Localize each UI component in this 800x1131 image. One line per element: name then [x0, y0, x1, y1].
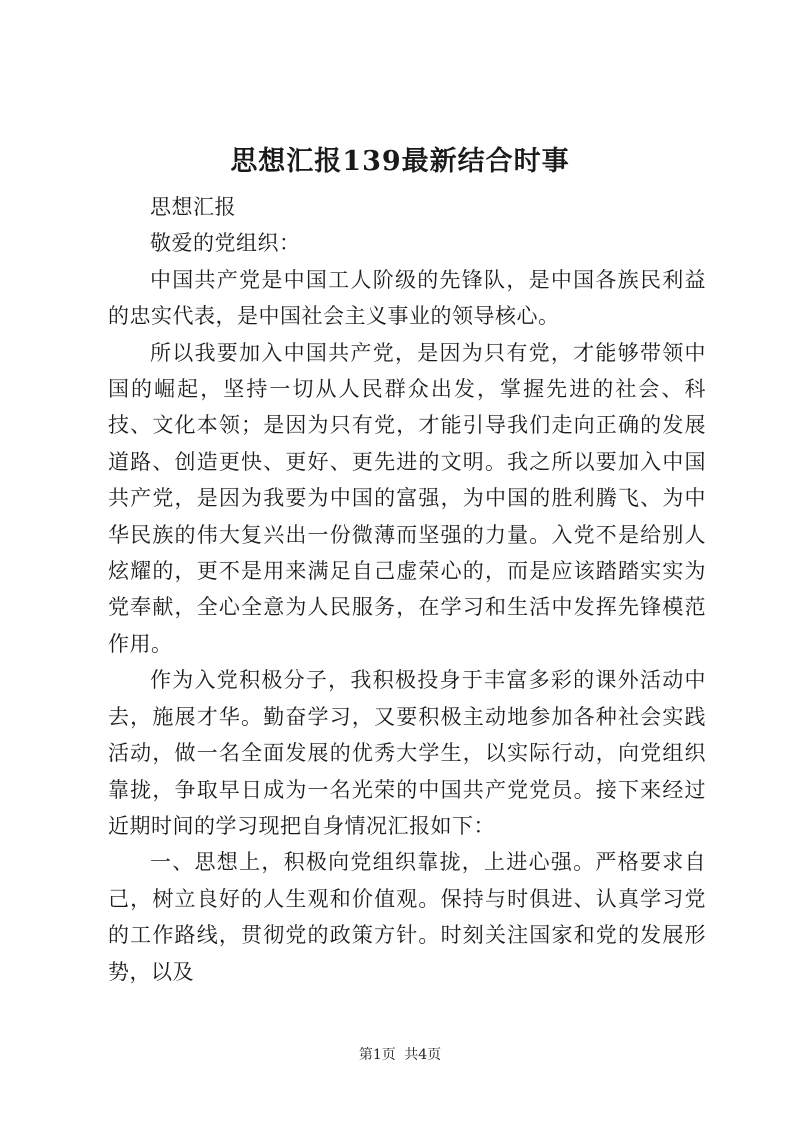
- paragraph: 一、思想上，积极向党组织靠拢，上进心强。严格要求自己，树立良好的人生观和价值观。保持与时俱进、认真学习党的工作路线，贯彻党的政策方针。时刻关注国家和党的发展形势，以及: [108, 850, 706, 984]
- page-total: 共4页: [404, 1047, 442, 1063]
- page-footer: [0, 1045, 800, 1065]
- page-number: 第1页: [358, 1047, 396, 1063]
- paragraph: 中国共产党是中国工人阶级的先锋队，是中国各族民利益的忠实代表，是中国社会主义事业的领导核心。: [108, 267, 706, 329]
- document-body: [108, 189, 706, 990]
- paragraph: 作为入党积极分子，我积极投身于丰富多彩的课外活动中去，施展才华。勤奋学习，又要积极主动地参加各种社会实践活动，做一名全面发展的优秀大学生，以实际行动，向党组织靠拢，争取早日成为一名光荣的中国共产党党员。接下来经过近期时间的学习现把自身情况汇报如下：: [108, 668, 706, 838]
- paragraph: 所以我要加入中国共产党，是因为只有党，才能够带领中国的崛起，坚持一切从人民群众出发，掌握先进的社会、科技、文化本领；是因为只有党，才能引导我们走向正确的发展道路、创造更快、更好、更先进的文明。我之所以要加入中国共产党，是因为我要为中国的富强，为中国的胜利腾飞、为中华民族的伟大复兴出一份微薄而坚强的力量。入党不是给别人炫耀的，更不是用来满足自己虚荣心的，而是应该踏踏实实为党奉献，全心全意为人民服务，在学习和生活中发挥先锋模范作用。: [108, 340, 706, 656]
- document-title: 思想汇报139最新结合时事: [230, 146, 570, 177]
- paragraph: 思想汇报: [150, 195, 236, 219]
- paragraph: 敬爱的党组织：: [150, 231, 301, 256]
